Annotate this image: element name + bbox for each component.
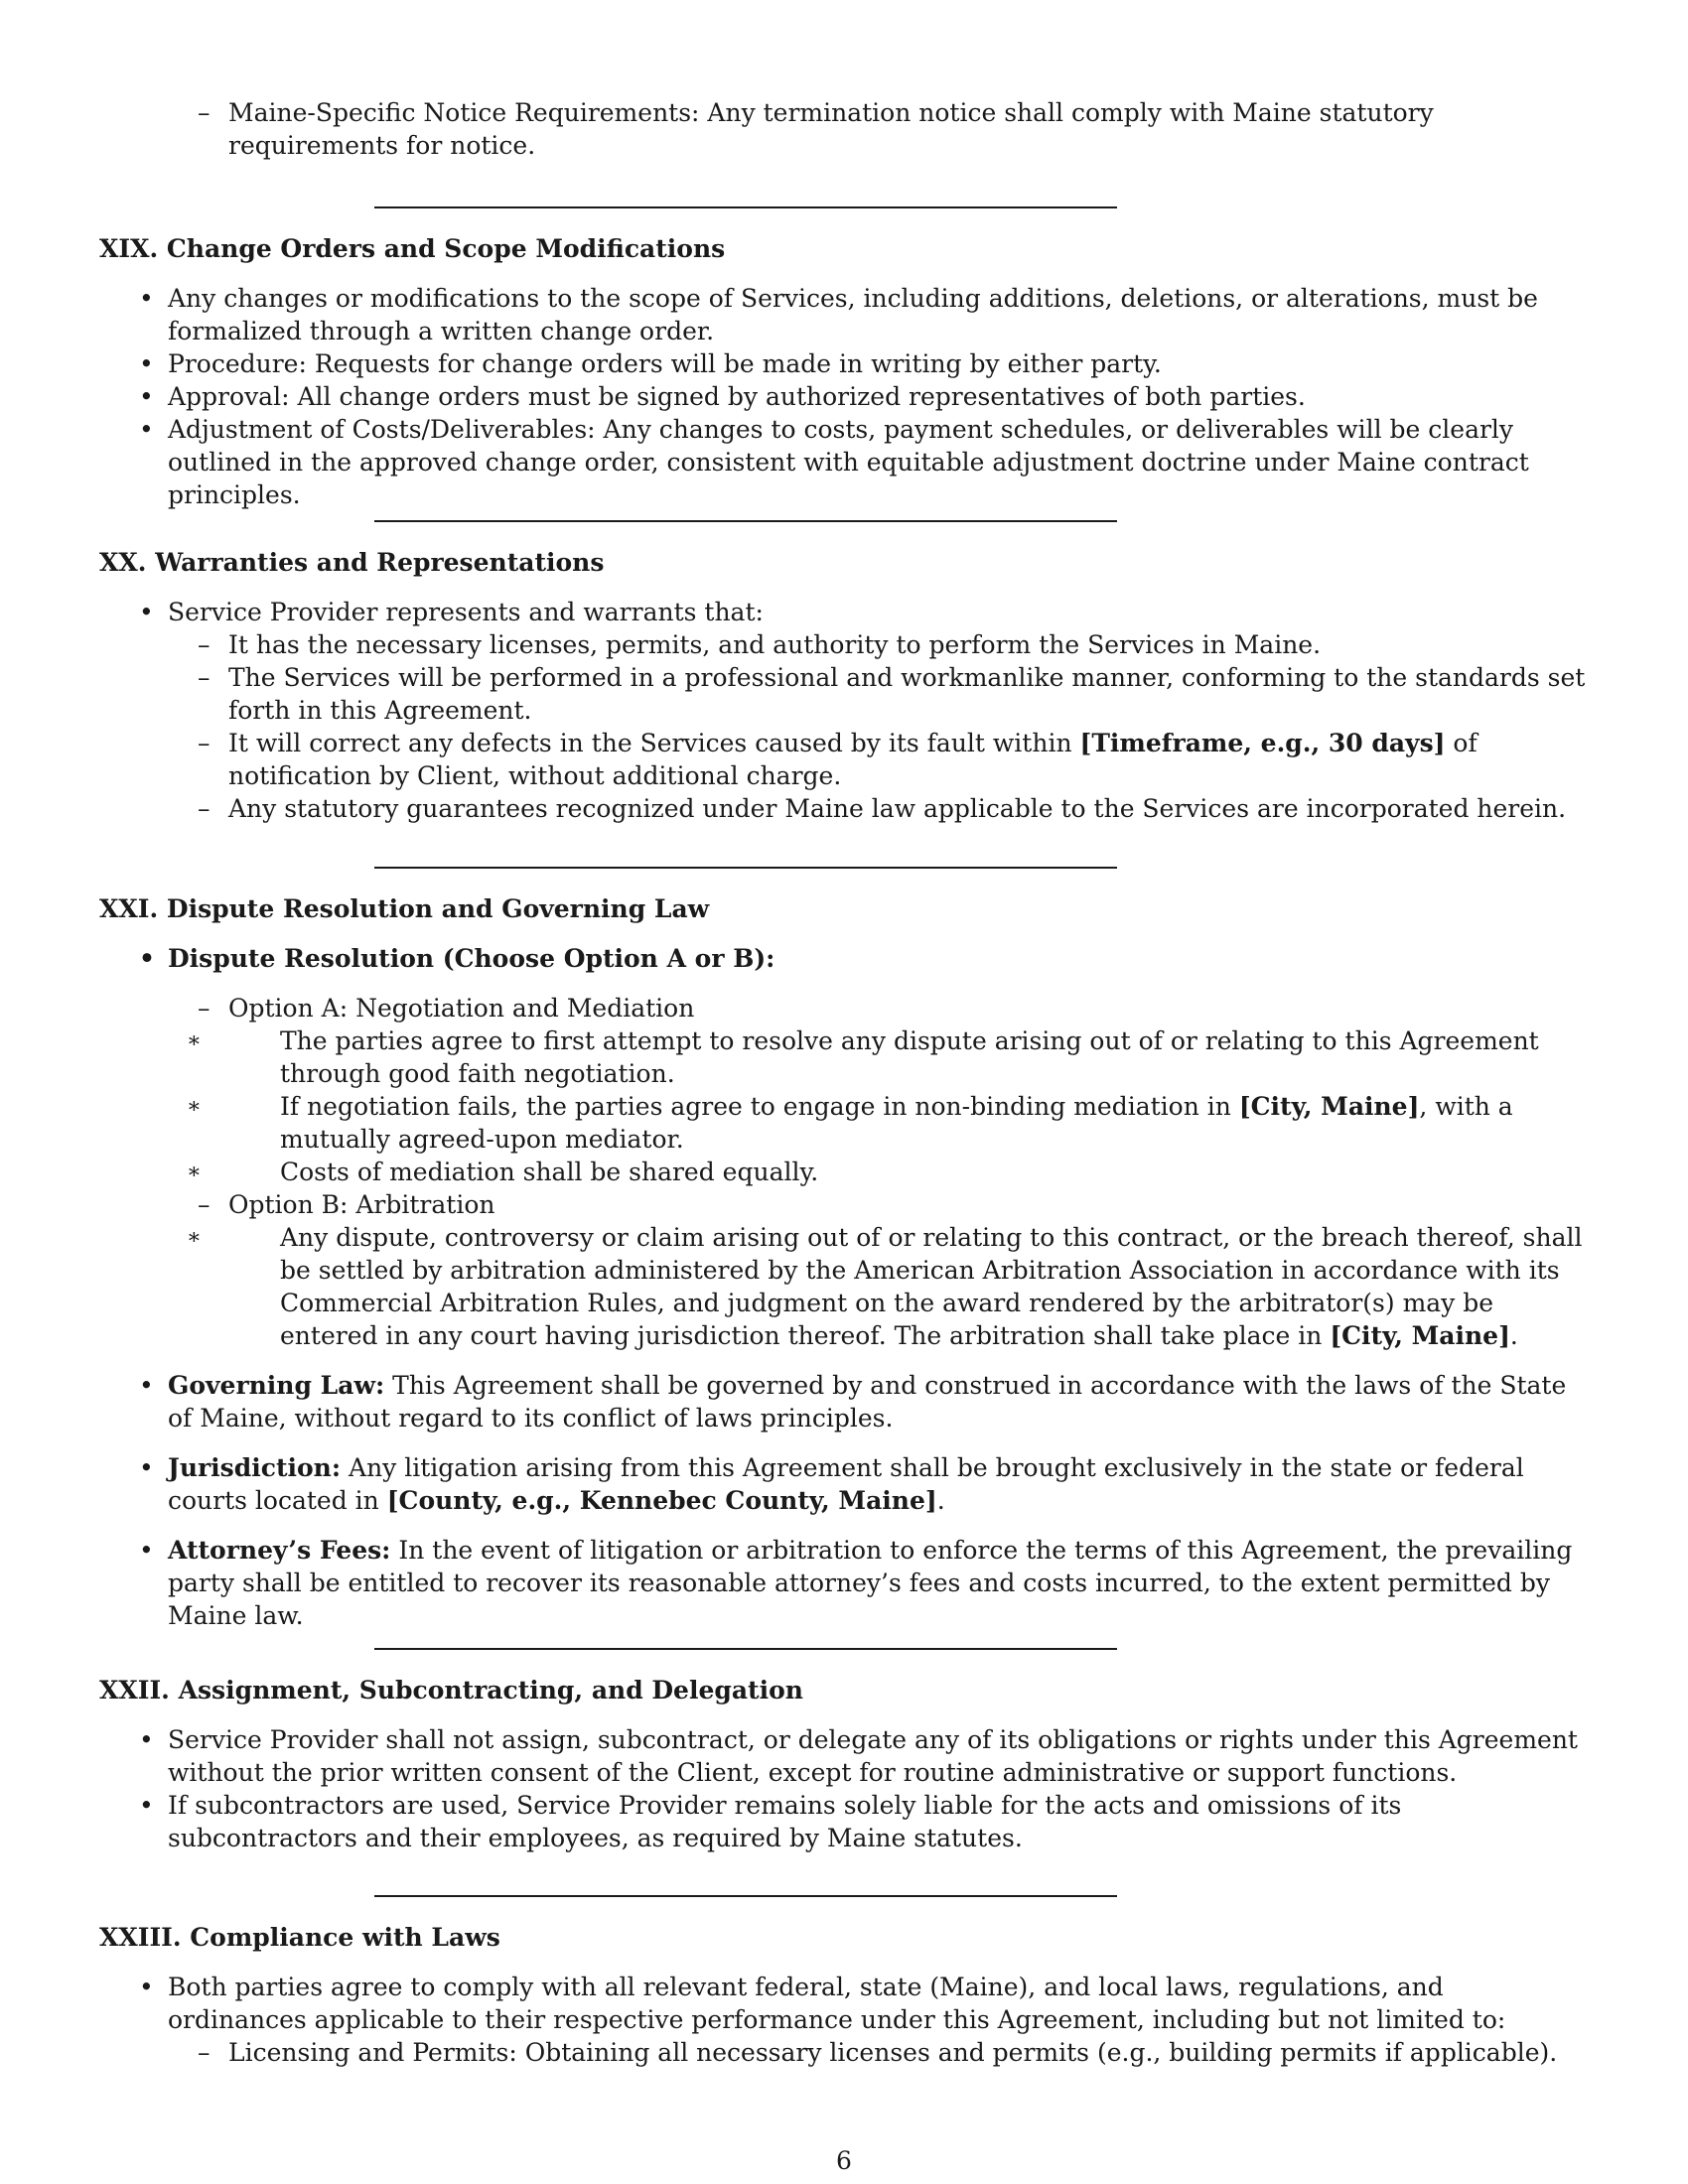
placeholder-timeframe: [Timeframe, e.g., 30 days] (1079, 729, 1446, 757)
section-xxii (99, 1674, 1589, 1854)
text: Any litigation arising from this Agreement shall be brought exclusively in the state or federal courts located in (168, 1453, 1524, 1515)
option-a-item (99, 1090, 1589, 1156)
section-divider (374, 867, 1117, 869)
jurisdiction-item (99, 1451, 1589, 1517)
text: , with a mutually agreed-upon mediator. (280, 1092, 1513, 1154)
list-item: • Service Provider represents and warrants that: (99, 596, 1589, 628)
option-a-item: ∗ The parties agree to first attempt to resolve any dispute arising out of or relating to this Agreement through good faith negotiation. (99, 1024, 1589, 1090)
section-title: XX. Warranties and Representations (99, 548, 605, 577)
text: . (1509, 1321, 1518, 1350)
option-a-item: ∗ Costs of mediation shall be shared equally. (99, 1156, 1589, 1188)
sub-list-item: – The Services will be performed in a professional and workmanlike manner, conforming to the standards set forth in this Agreement. (99, 661, 1589, 727)
text: In the event of litigation or arbitration to enforce the terms of this Agreement, the prevailing party shall be entitled to recover its reasonable attorney’s fees and costs incurred, to the extent permitted by Maine law. (168, 1536, 1573, 1630)
list-item: • Adjustment of Costs/Deliverables: Any changes to costs, payment schedules, or deliverables will be clearly outlined in the approved change order, consistent with equitable adjustment doctrine under Maine contract principles. (99, 413, 1589, 511)
text: . (936, 1486, 945, 1515)
sub-list-item: – Any statutory guarantees recognized under Maine law applicable to the Services are incorporated herein. (99, 792, 1589, 825)
section-divider (374, 520, 1117, 522)
placeholder-city: [City, Maine] (1238, 1092, 1420, 1121)
section-xx (99, 546, 1589, 825)
option-b: – Option B: Arbitration (99, 1188, 1589, 1221)
attorneys-fees-item (99, 1534, 1589, 1632)
section-xxiii (99, 1921, 1589, 2069)
section-xxi (99, 892, 1589, 1632)
dispute-resolution-heading: • Dispute Resolution (Choose Option A or B): (99, 942, 1589, 975)
sub-list-item: – It has the necessary licenses, permits, and authority to perform the Services in Maine. (99, 628, 1589, 661)
list-item: • Both parties agree to comply with all relevant federal, state (Maine), and local laws, regulations, and ordinances applicable to their respective performance under this Agreement, including but not limited to: (99, 1971, 1589, 2036)
placeholder-county: [County, e.g., Kennebec County, Maine] (386, 1486, 937, 1515)
page-number: 6 (836, 2146, 852, 2175)
section-divider (374, 1648, 1117, 1650)
list-item: • Approval: All change orders must be signed by authorized representatives of both parties. (99, 380, 1589, 413)
top-continuation (99, 96, 1589, 162)
list-item: • Service Provider shall not assign, subcontract, or delegate any of its obligations or rights under this Agreement without the prior written consent of the Client, except for routine administrative or support functions. (99, 1723, 1589, 1789)
text: It will correct any defects in the Services caused by its fault within (228, 729, 1080, 757)
text: Any dispute, controversy or claim arising out of or relating to this contract, or the breach thereof, shall be settled by arbitration administered by the American Arbitration Association in accordance with its Commercial Arbitration Rules, and judgment on the award rendered by the arbitrator(s) may be entered in any court having jurisdiction thereof. The arbitration shall take place in (280, 1223, 1583, 1350)
list-item: • Procedure: Requests for change orders will be made in writing by either party. (99, 347, 1589, 380)
maine-notice-item: – Maine-Specific Notice Requirements: Any termination notice shall comply with Maine statutory requirements for notice. (99, 96, 1589, 162)
attorneys-fees-label: Attorney’s Fees: (168, 1536, 391, 1565)
option-a: – Option A: Negotiation and Mediation (99, 992, 1589, 1024)
option-b-item (99, 1221, 1589, 1352)
text: of notification by Client, without additional charge. (228, 729, 1477, 790)
section-title: XIX. Change Orders and Scope Modifications (99, 234, 726, 263)
governing-law-item (99, 1369, 1589, 1434)
text: If negotiation fails, the parties agree to engage in non-binding mediation in (280, 1092, 1239, 1121)
section-divider (374, 1895, 1117, 1897)
sub-list-item: – Licensing and Permits: Obtaining all necessary licenses and permits (e.g., building permits if applicable). (99, 2036, 1589, 2069)
text: This Agreement shall be governed by and construed in accordance with the laws of the State of Maine, without regard to its conflict of laws principles. (168, 1371, 1567, 1433)
sub-list-item (99, 727, 1589, 792)
section-title: XXII. Assignment, Subcontracting, and Delegation (99, 1676, 803, 1705)
section-divider (374, 206, 1117, 208)
list-item: • If subcontractors are used, Service Provider remains solely liable for the acts and omissions of its subcontractors and their employees, as required by Maine statutes. (99, 1789, 1589, 1854)
jurisdiction-label: Jurisdiction: (168, 1453, 342, 1482)
section-xix (99, 232, 1589, 511)
placeholder-city: [City, Maine] (1330, 1321, 1510, 1350)
governing-law-label: Governing Law: (168, 1371, 385, 1400)
list-item: • Any changes or modifications to the scope of Services, including additions, deletions, or alterations, must be formalized through a written change order. (99, 282, 1589, 347)
section-title: XXIII. Compliance with Laws (99, 1923, 500, 1952)
section-title: XXI. Dispute Resolution and Governing Law (99, 894, 710, 923)
